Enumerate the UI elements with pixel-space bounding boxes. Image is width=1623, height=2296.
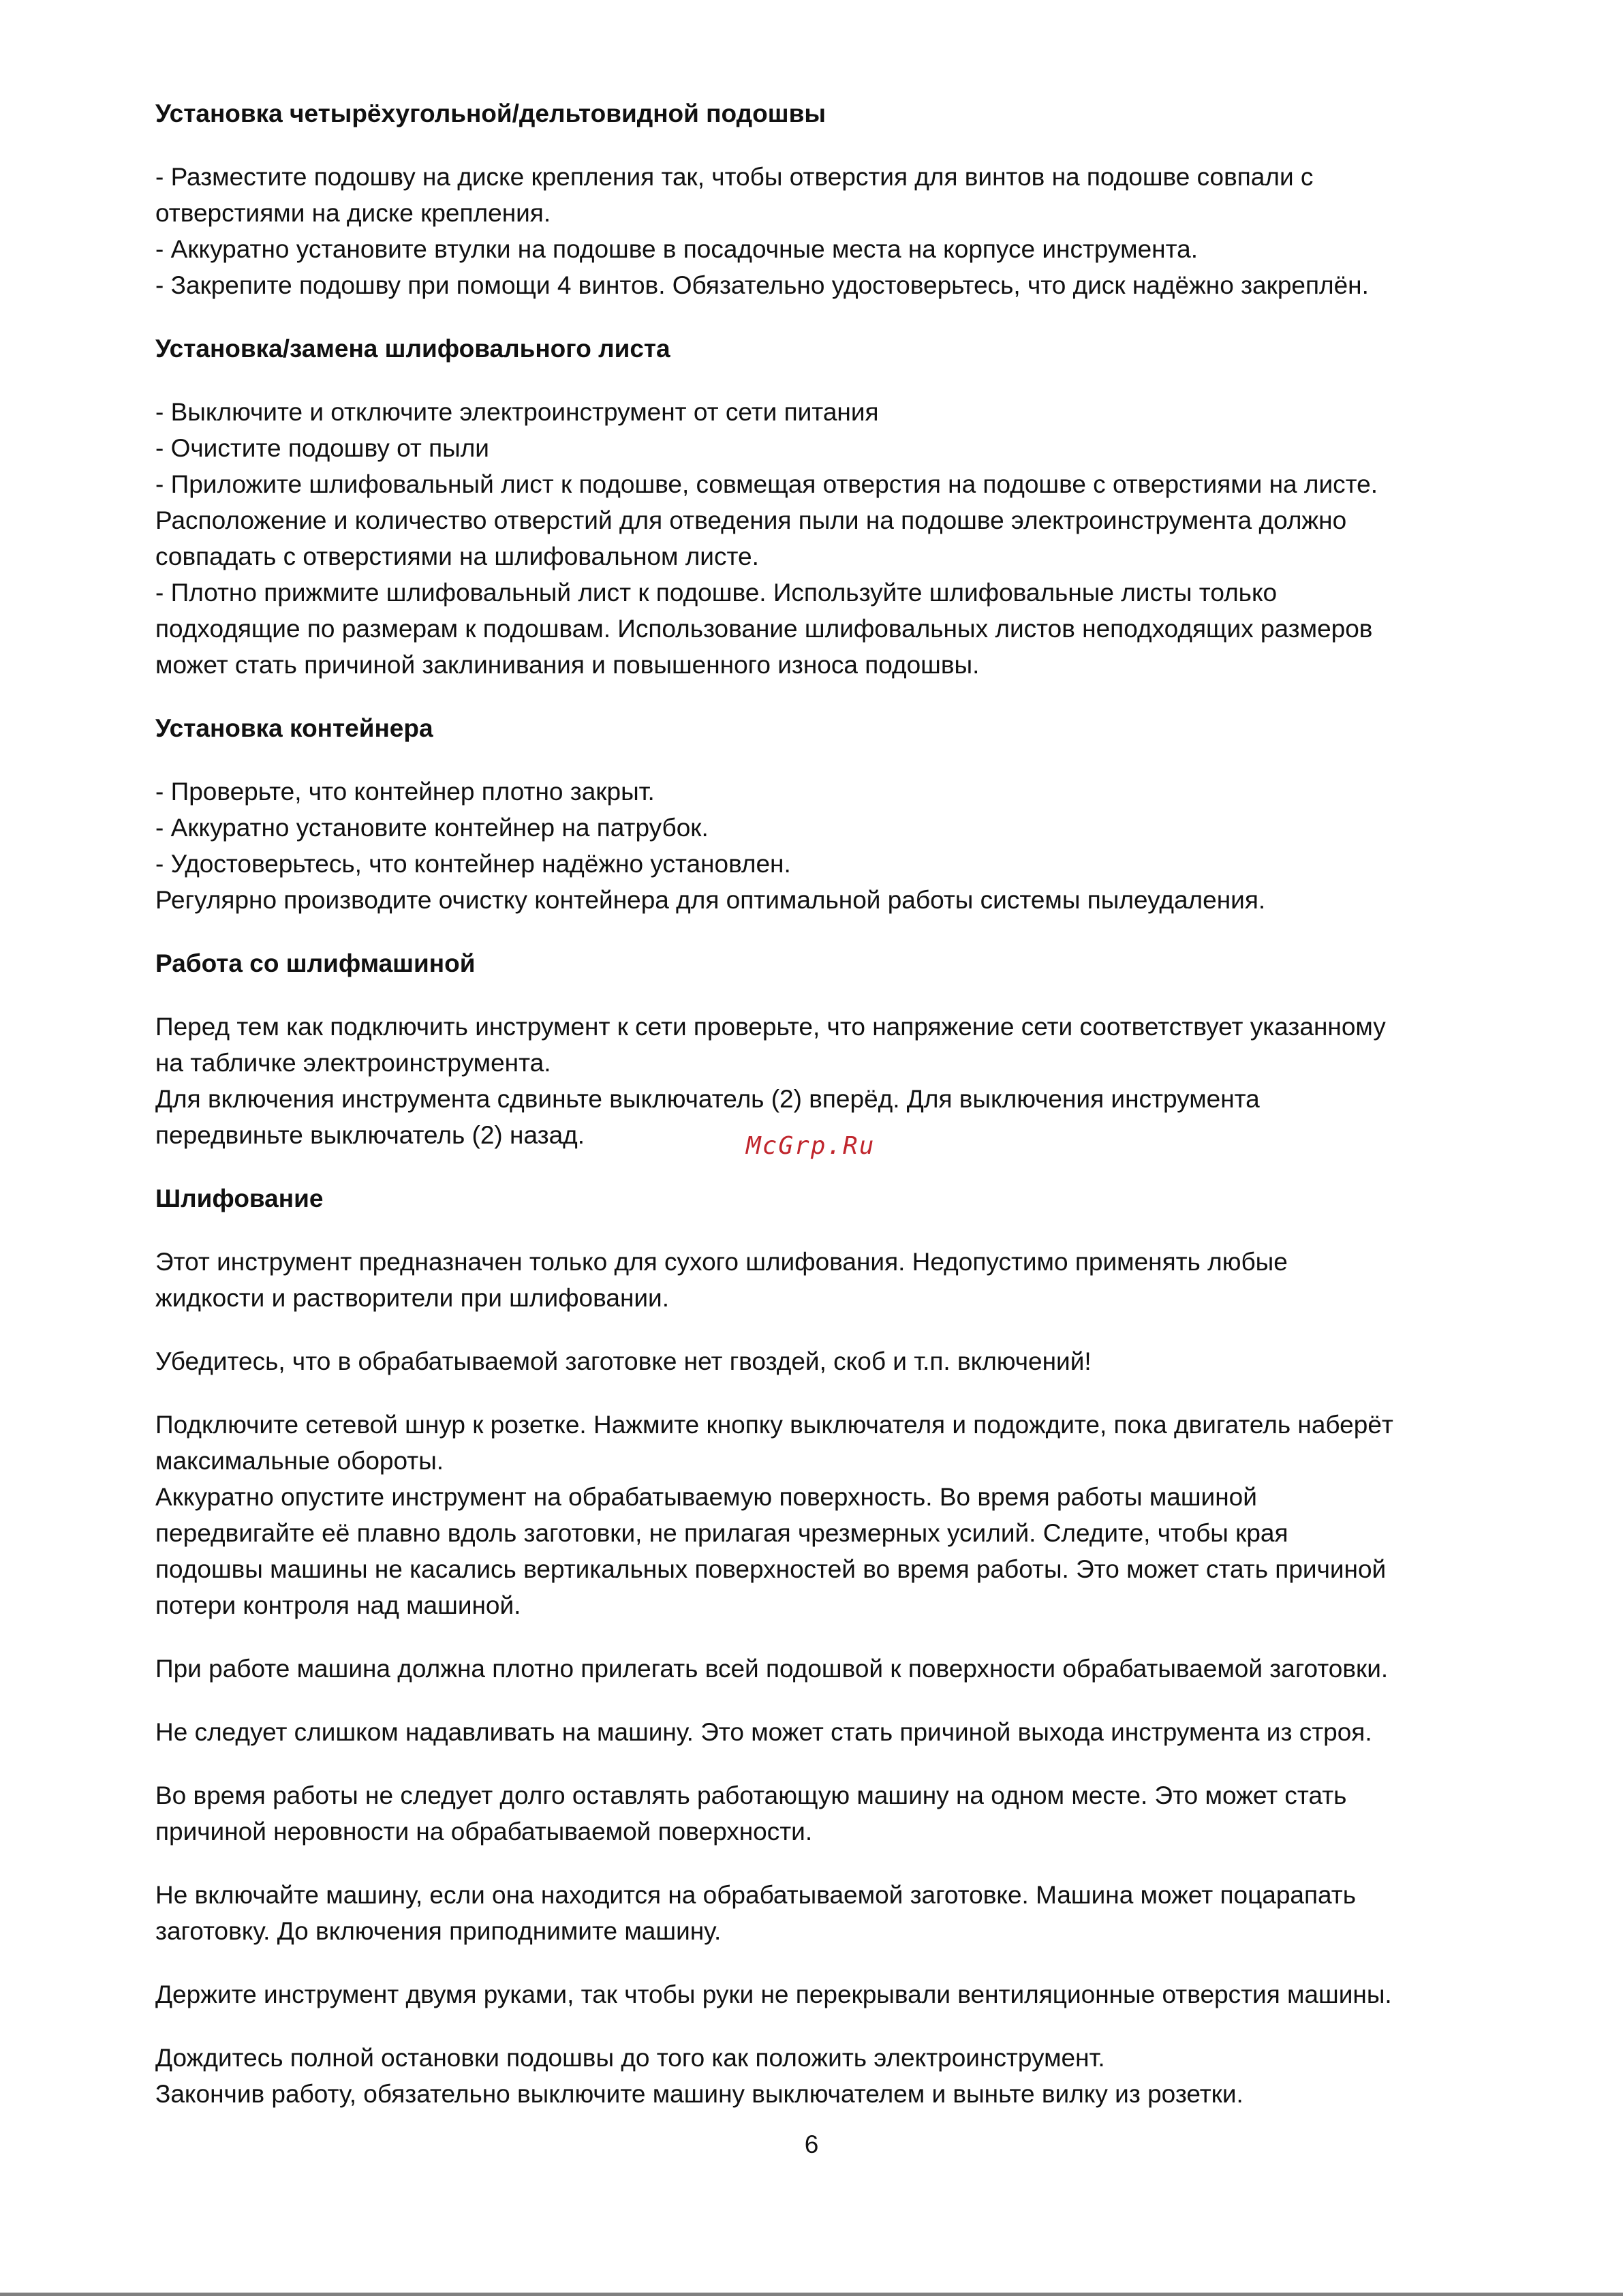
section-heading: Установка/замена шлифовального листа — [155, 335, 670, 363]
text-line: Убедитесь, что в обрабатываемой заготовке нет гвоздей, скоб и т.п. включений! — [155, 1347, 1092, 1375]
text-line: Не включайте машину, если она находится на обрабатываемой заготовке. Машина может поцарапать — [155, 1881, 1357, 1909]
text-line: на табличке электроинструмента. — [155, 1049, 551, 1077]
section-heading: Установка контейнера — [155, 714, 433, 742]
text-line: причиной неровности на обрабатываемой поверхности. — [155, 1818, 813, 1846]
section-container — [155, 710, 1500, 918]
paragraph — [155, 159, 1500, 303]
text-line: - Закрепите подошву при помощи 4 винтов. Обязательно удостоверьтесь, что диск надёжно закреплён. — [155, 271, 1369, 299]
text-line: Подключите сетевой шнур к розетке. Нажмите кнопку выключателя и подождите, пока двигатель наберёт — [155, 1411, 1393, 1439]
paragraph — [155, 1244, 1500, 1316]
text-line: отверстиями на диске крепления. — [155, 199, 551, 227]
text-line: Расположение и количество отверстий для отведения пыли на подошве электроинструмента должно — [155, 506, 1347, 534]
section-heading: Установка четырёхугольной/дельтовидной подошвы — [155, 100, 826, 127]
text-line: - Плотно прижмите шлифовальный лист к подошве. Используйте шлифовальные листы только — [155, 579, 1278, 607]
text-line: максимальные обороты. — [155, 1447, 444, 1475]
text-line: Перед тем как подключить инструмент к сети проверьте, что напряжение сети соответствует указанному — [155, 1013, 1386, 1041]
text-line: - Очистите подошву от пыли — [155, 434, 489, 462]
text-line: - Аккуратно установите втулки на подошве в посадочные места на корпусе инструмента. — [155, 235, 1199, 263]
text-line: подходящие по размерам к подошвам. Использование шлифовальных листов неподходящих размеров — [155, 615, 1373, 643]
text-line: потери контроля над машиной. — [155, 1591, 521, 1619]
text-line: заготовку. До включения приподнимите машину. — [155, 1917, 722, 1945]
text-line: - Проверьте, что контейнер плотно закрыт. — [155, 778, 655, 806]
text-line: Во время работы не следует долго оставлять работающую машину на одном месте. Это может стать — [155, 1781, 1347, 1809]
text-line: - Аккуратно установите контейнер на патрубок. — [155, 814, 709, 842]
paragraph — [155, 1343, 1500, 1379]
text-line: может стать причиной заклинивания и повышенного износа подошвы. — [155, 651, 980, 679]
text-line: Держите инструмент двумя руками, так чтобы руки не перекрывали вентиляционные отверстия машины. — [155, 1980, 1392, 2008]
text-line: Аккуратно опустите инструмент на обрабатываемую поверхность. Во время работы машиной — [155, 1483, 1257, 1511]
text-line: Дождитесь полной остановки подошвы до того как положить электроинструмент. — [155, 2044, 1105, 2072]
section-sanding — [155, 1180, 1500, 2112]
text-line: подошвы машины не касались вертикальных поверхностей во время работы. Это может стать причиной — [155, 1555, 1387, 1583]
paragraph — [155, 1407, 1500, 1623]
section-operation — [155, 945, 1500, 1153]
text-line: При работе машина должна плотно прилегать всей подошвой к поверхности обрабатываемой заготовки. — [155, 1655, 1389, 1683]
paragraph — [155, 1877, 1500, 1949]
page-bottom-rule — [0, 2293, 1623, 2296]
paragraph — [155, 1777, 1500, 1850]
page-number: 6 — [804, 2130, 819, 2158]
watermark: McGrp.Ru — [746, 1132, 876, 1160]
paragraph — [155, 394, 1500, 683]
text-line: Для включения инструмента сдвиньте выключатель (2) вперёд. Для выключения инструмента — [155, 1085, 1260, 1113]
text-line: Этот инструмент предназначен только для сухого шлифования. Недопустимо применять любые — [155, 1248, 1288, 1276]
paragraph — [155, 1651, 1500, 1687]
section-sole-installation — [155, 95, 1500, 303]
text-line: - Удостоверьтесь, что контейнер надёжно установлен. — [155, 850, 791, 878]
paragraph — [155, 1976, 1500, 2012]
text-line: Закончив работу, обязательно выключите машину выключателем и выньте вилку из розетки. — [155, 2080, 1243, 2108]
text-line: - Выключите и отключите электроинструмент от сети питания — [155, 398, 879, 426]
paragraph — [155, 1714, 1500, 1750]
text-line: совпадать с отверстиями на шлифовальном листе. — [155, 542, 759, 570]
text-line: - Приложите шлифовальный лист к подошве, совмещая отверстия на подошве с отверстиями на листе. — [155, 470, 1378, 498]
paragraph — [155, 2040, 1500, 2112]
text-line: передвигайте её плавно вдоль заготовки, не прилагая чрезмерных усилий. Следите, чтобы края — [155, 1519, 1288, 1547]
text-line: передвиньте выключатель (2) назад. — [155, 1121, 585, 1149]
section-heading: Шлифование — [155, 1184, 324, 1212]
text-line: Не следует слишком надавливать на машину. Это может стать причиной выхода инструмента из строя. — [155, 1718, 1372, 1746]
text-line: жидкости и растворители при шлифовании. — [155, 1284, 670, 1312]
section-heading: Работа со шлифмашиной — [155, 949, 476, 977]
paragraph — [155, 774, 1500, 918]
section-sanding-sheet — [155, 331, 1500, 683]
text-line: Регулярно производите очистку контейнера для оптимальной работы системы пылеудаления. — [155, 886, 1266, 914]
text-line: - Разместите подошву на диске крепления так, чтобы отверстия для винтов на подошве совпали с — [155, 163, 1314, 191]
